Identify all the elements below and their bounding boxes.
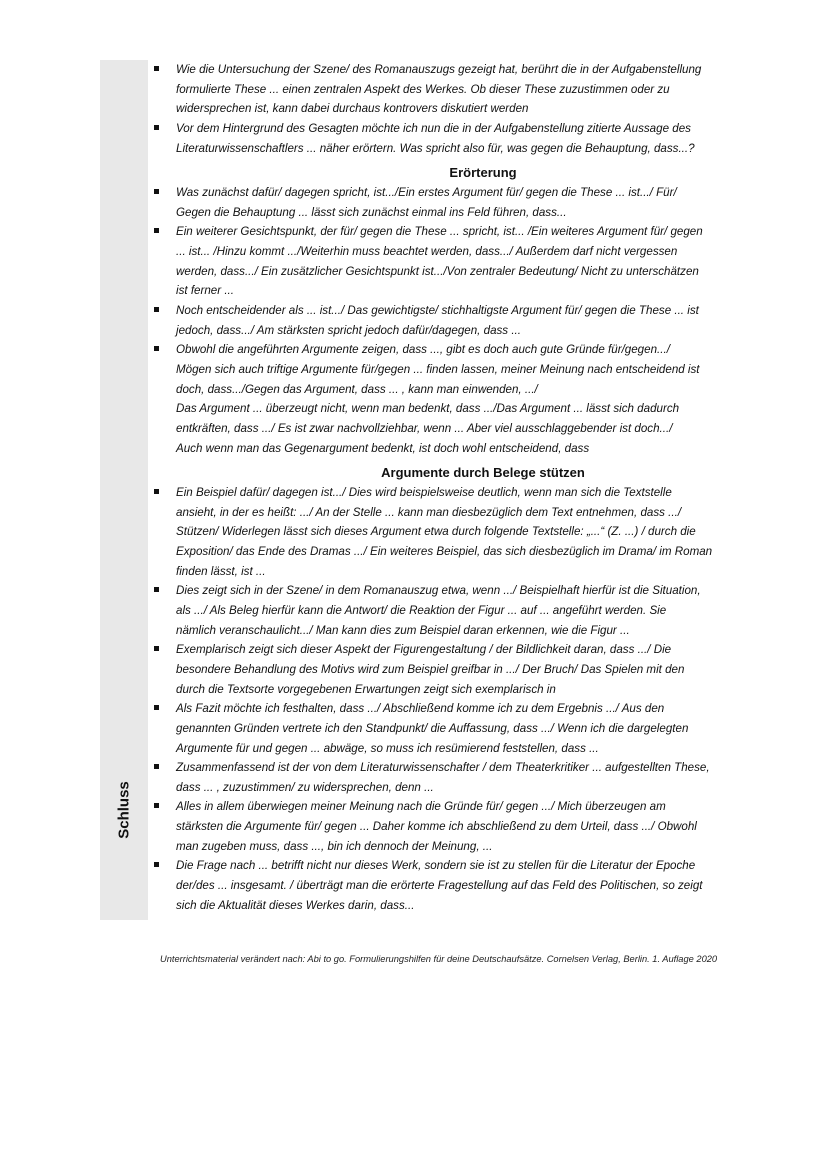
list-item: [150, 483, 790, 581]
list-item: [150, 699, 790, 758]
section-heading: Erörterung: [449, 165, 517, 181]
list-item-text-line: ansieht, in der es heißt: .../ An der Stelle ... kann man diesbezüglich dem Text entnehmen, dass .../: [176, 505, 682, 519]
list-item: [150, 581, 790, 640]
list-item: [150, 119, 790, 158]
square-bullet-icon: [154, 646, 159, 651]
list-item: [150, 640, 790, 699]
list-item-text-line: dass ... , zuzustimmen/ zu widersprechen, denn ...: [176, 780, 434, 794]
square-bullet-icon: [154, 346, 159, 351]
list-item-text-line: Exposition/ das Ende des Dramas .../ Ein weiteres Beispiel, das sich diesbezüglich im Drama/ im Roman: [176, 545, 713, 559]
list-item-text-line: Was zunächst dafür/ dagegen spricht, ist.../Ein erstes Argument für/ gegen die These ... ist.../ Für/: [176, 186, 677, 200]
square-bullet-icon: [154, 587, 159, 592]
list-item: [150, 797, 790, 856]
list-item-text-line: der/des ... insgesamt. / überträgt man die erörterte Fragestellung auf das Feld des Politischen, so zeigt: [176, 878, 703, 892]
list-item-text-line: Ein Beispiel dafür/ dagegen ist.../ Dies wird beispielsweise deutlich, wenn man sich die Textstelle: [176, 486, 672, 500]
list-item-text-line: Gegen die Behauptung ... lässt sich zunächst einmal ins Feld führen, dass...: [176, 205, 567, 219]
square-bullet-icon: [154, 489, 159, 494]
list-item: [150, 222, 790, 301]
list-item-text-line: Wie die Untersuchung der Szene/ des Romanauszugs gezeigt hat, berührt die in der Aufgabenstellung: [176, 63, 702, 76]
list-item-text-line: Obwohl die angeführten Argumente zeigen, dass ..., gibt es doch auch gute Gründe für/gegen.../: [176, 343, 670, 357]
list-item-text-line: stärksten die Argumente für/ gegen ... Daher komme ich abschließend zu dem Urteil, dass .../ Obwohl: [176, 820, 697, 834]
list-item-text-line: Als Fazit möchte ich festhalten, dass .../ Abschließend komme ich zu dem Ergebnis .../ Aus den: [176, 702, 665, 716]
list-item-text-line: werden, dass.../ Ein zusätzlicher Gesichtspunkt ist.../Von zentraler Bedeutung/ Nicht zu unterschätzen: [176, 264, 699, 278]
list-item-text-line: formulierte These ... einen zentralen Aspekt des Werkes. Ob dieser These zuzustimmen oder zu: [176, 82, 670, 96]
document-content: [150, 60, 790, 915]
square-bullet-icon: [154, 189, 159, 194]
section-label-schluss: Schluss: [115, 781, 133, 839]
list-item-text-line: Noch entscheidender als ... ist.../ Das gewichtigste/ stichhaltigste Argument für/ gegen die These ... ist: [176, 304, 699, 318]
list-item-text-line: Zusammenfassend ist der von dem Literaturwissenschafter / dem Theaterkritiker ... aufgestellten These,: [176, 761, 710, 775]
list-item: [150, 856, 790, 915]
square-bullet-icon: [154, 862, 159, 867]
list-item-text-line: Das Argument ... überzeugt nicht, wenn man bedenkt, dass .../Das Argument ... lässt sich dadurch: [176, 402, 680, 416]
list-item-text-line: nämlich veranschaulicht.../ Man kann dies zum Beispiel daran erkennen, wie die Figur ...: [176, 623, 630, 637]
list-item: [150, 301, 790, 340]
list-item-text-line: ist ferner ...: [176, 284, 234, 298]
square-bullet-icon: [154, 705, 159, 710]
list-item-text-line: Mögen sich auch triftige Argumente für/gegen ... finden lassen, meiner Meinung nach entscheidend ist: [176, 362, 700, 376]
source-footer: Unterrichtsmaterial verändert nach: Abi to go. Formulierungshilfen für deine Deutschaufsätze. Cornelsen Verlag, Berlin. 1. Auflage 2020: [160, 954, 718, 964]
list-item-text-line: Literaturwissenschaftlers ... näher erörtern. Was spricht also für, was gegen die Behauptung, dass...?: [176, 141, 695, 155]
section-heading: Argumente durch Belege stützen: [381, 465, 585, 481]
list-item: [150, 340, 790, 458]
list-item-text-line: Die Frage nach ... betrifft nicht nur dieses Werk, sondern sie ist zu stellen für die Literatur der Epoche: [176, 859, 696, 873]
list-item-text-line: Argumente für und gegen ... abwäge, so muss ich resümierend feststellen, dass ...: [176, 741, 599, 755]
square-bullet-icon: [154, 125, 159, 130]
list-item-text-line: Vor dem Hintergrund des Gesagten möchte ich nun die in der Aufgabenstellung zitierte Aussage des: [176, 121, 691, 135]
list-item-text-line: Ein weiterer Gesichtspunkt, der für/ gegen die These ... spricht, ist... /Ein weiteres Argument für/ gegen: [176, 225, 703, 239]
list-item-text-line: als .../ Als Beleg hierfür kann die Antwort/ die Reaktion der Figur ... auf ... angeführt werden. Sie: [176, 604, 667, 618]
list-item-text-line: sich die Aktualität dieses Werkes darin, dass...: [176, 898, 415, 912]
square-bullet-icon: [154, 228, 159, 233]
list-item-text-line: Dies zeigt sich in der Szene/ in dem Romanauszug etwa, wenn .../ Beispielhaft hierfür ist die Situation,: [176, 584, 701, 598]
list-item-text-line: besondere Behandlung des Motivs wird zum Beispiel greifbar in .../ Der Bruch/ Das Spielen mit den: [176, 662, 685, 676]
list-item-text-line: jedoch, dass.../ Am stärksten spricht jedoch dafür/dagegen, dass ...: [176, 323, 521, 337]
list-item: [150, 183, 790, 222]
square-bullet-icon: [154, 66, 159, 71]
square-bullet-icon: [154, 307, 159, 312]
list-item-text-line: Stützen/ Widerlegen lässt sich dieses Argument etwa durch folgende Textstelle: „...“ (Z. ...) / durch die: [176, 525, 696, 539]
list-item-text-line: Alles in allem überwiegen meiner Meinung nach die Gründe für/ gegen .../ Mich überzeugen am: [176, 800, 666, 814]
list-item-text-line: man zugeben muss, dass ..., bin ich dennoch der Meinung, ...: [176, 839, 493, 853]
list-item-text-line: entkräften, dass .../ Es ist zwar nachvollziehbar, wenn ... Aber viel ausschlaggebender ist doch.../: [176, 421, 673, 435]
list-item-text-line: genannten Gründen vertrete ich den Standpunkt/ die Auffassung, dass .../ Wenn ich die dargelegten: [176, 721, 689, 735]
list-item-text-line: doch, dass.../Gegen das Argument, dass ... , kann man einwenden, .../: [176, 382, 538, 396]
list-item-text-line: widersprechen ist, kann dabei durchaus kontrovers diskutiert werden: [176, 102, 529, 116]
list-item-text-line: durch die Textsorte vorgegebenen Erwartungen zeigt sich exemplarisch in: [176, 682, 556, 696]
square-bullet-icon: [154, 803, 159, 808]
list-item-text-line: Auch wenn man das Gegenargument bedenkt, ist doch wohl entscheidend, dass: [176, 441, 590, 455]
list-item: [150, 60, 790, 119]
list-item-text-line: ... ist... /Hinzu kommt .../Weiterhin muss beachtet werden, dass.../ Außerdem darf nicht vergessen: [176, 245, 678, 259]
list-item-text-line: Exemplarisch zeigt sich dieser Aspekt der Figurengestaltung / der Bildlichkeit daran, dass .../ Die: [176, 643, 672, 657]
list-item-text-line: finden lässt, ist ...: [176, 564, 266, 578]
square-bullet-icon: [154, 764, 159, 769]
list-item: [150, 758, 790, 797]
